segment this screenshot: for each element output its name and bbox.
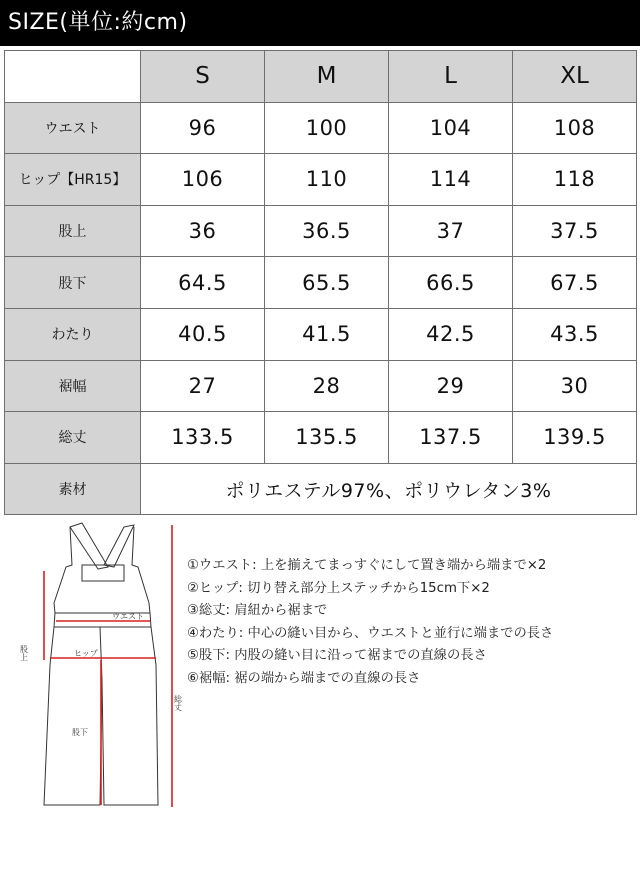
table-cell: 110	[265, 154, 389, 206]
note-hip: ②ヒップ: 切り替え部分上ステッチから15cm下×2	[187, 580, 490, 596]
table-cell: 42.5	[389, 308, 513, 360]
garment-diagram	[0, 515, 190, 815]
table-cell: 28	[265, 360, 389, 412]
table-cell: 118	[513, 154, 637, 206]
table-cell: 100	[265, 102, 389, 154]
note-thigh: ④わたり: 中心の縫い目から、ウエストと並行に端までの長さ	[187, 625, 554, 641]
waist-label: ウエスト	[112, 612, 144, 621]
table-cell: 104	[389, 102, 513, 154]
table-row	[5, 154, 637, 206]
table-cell: 64.5	[141, 257, 265, 309]
note-inseam: ⑤股下: 内股の縫い目に沿って裾までの直線の長さ	[187, 648, 487, 663]
table-row	[5, 360, 637, 412]
row-label-total-length: 総丈	[5, 412, 141, 464]
overalls-illustration	[0, 515, 190, 815]
inseam-label: 股下	[72, 728, 88, 737]
rise-label: 股上	[19, 645, 29, 661]
table-cell: 135.5	[265, 412, 389, 464]
measurement-notes	[187, 555, 637, 690]
size-table	[4, 50, 637, 515]
size-header-m: M	[265, 51, 389, 103]
row-label-inseam: 股下	[5, 257, 141, 309]
note-hem-width: ⑥裾幅: 裾の端から端までの直線の長さ	[187, 670, 421, 686]
row-label-material: 素材	[5, 463, 141, 515]
size-header-s: S	[141, 51, 265, 103]
bib-pocket-shape	[82, 565, 124, 581]
size-header-l: L	[389, 51, 513, 103]
table-cell: 36.5	[265, 205, 389, 257]
table-cell: 139.5	[513, 412, 637, 464]
table-cell: 67.5	[513, 257, 637, 309]
table-row	[5, 412, 637, 464]
size-header-xl: XL	[513, 51, 637, 103]
table-cell: 65.5	[265, 257, 389, 309]
table-cell: 37	[389, 205, 513, 257]
table-row	[5, 102, 637, 154]
size-header-row	[5, 51, 637, 103]
table-cell: 27	[141, 360, 265, 412]
table-cell: 96	[141, 102, 265, 154]
right-strap-shape	[104, 525, 134, 567]
material-row	[5, 463, 637, 515]
table-cell: 41.5	[265, 308, 389, 360]
table-cell: 66.5	[389, 257, 513, 309]
table-row	[5, 205, 637, 257]
table-cell: 133.5	[141, 412, 265, 464]
table-cell: 40.5	[141, 308, 265, 360]
table-cell: 106	[141, 154, 265, 206]
total-length-label: 総丈	[173, 695, 183, 711]
table-cell: 43.5	[513, 308, 637, 360]
row-label-hem-width: 裾幅	[5, 360, 141, 412]
table-corner-cell	[5, 51, 141, 103]
material-value: ポリエステル97%、ポリウレタン3%	[141, 463, 637, 515]
table-cell: 108	[513, 102, 637, 154]
note-total-length: ③総丈: 肩紐から裾まで	[187, 603, 328, 618]
table-row	[5, 257, 637, 309]
table-row	[5, 308, 637, 360]
row-label-rise: 股上	[5, 205, 141, 257]
left-strap-shape	[70, 523, 108, 569]
row-label-hip: ヒップ【HR15】	[5, 154, 141, 206]
table-cell: 29	[389, 360, 513, 412]
page-title: SIZE(単位:約cm)	[0, 0, 640, 46]
hip-label: ヒップ	[74, 649, 98, 658]
note-waist: ①ウエスト: 上を揃えてまっすぐにして置き端から端まで×2	[187, 558, 547, 573]
row-label-thigh: わたり	[5, 308, 141, 360]
table-cell: 36	[141, 205, 265, 257]
table-cell: 114	[389, 154, 513, 206]
table-cell: 30	[513, 360, 637, 412]
table-cell: 137.5	[389, 412, 513, 464]
bib-shape	[54, 527, 150, 613]
table-cell: 37.5	[513, 205, 637, 257]
row-label-waist: ウエスト	[5, 102, 141, 154]
